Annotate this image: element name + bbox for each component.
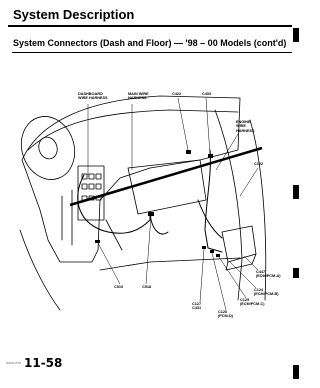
label-c519: C519	[114, 285, 124, 289]
button	[96, 184, 101, 189]
label-engine-harness: ENGINE WIRE HARNESS	[236, 120, 255, 133]
label-dashboard-harness: DASHBOARD WIRE HARNESS	[78, 92, 108, 101]
leader-c127	[200, 249, 204, 302]
label-c122: C122	[254, 162, 264, 166]
label-c127: C127 C431	[192, 302, 202, 311]
leader-engine	[216, 134, 238, 170]
button	[89, 184, 94, 189]
connector-c422	[186, 150, 191, 154]
connector-c518	[148, 212, 154, 216]
label-c124: C124 (ECM/PCM-B)	[254, 288, 279, 297]
console-wire	[198, 200, 222, 238]
leader-c447	[244, 256, 258, 270]
connector-c126	[210, 250, 214, 253]
page-title: System Description	[13, 7, 135, 22]
leader-c519	[98, 243, 120, 284]
button	[96, 174, 101, 179]
leader-c122	[240, 168, 258, 196]
steering-wheel	[13, 110, 82, 187]
label-main-harness: MAIN WIRE HARNESS	[128, 92, 149, 101]
watermark: www.em	[6, 360, 22, 365]
label-c125: C125 (ECM/PCM-C)	[240, 298, 265, 307]
connector-c127	[202, 246, 206, 249]
dash-top-edge	[28, 110, 238, 150]
connector-c125	[216, 254, 220, 257]
steering-hub	[36, 135, 60, 161]
section-subtitle: System Connectors (Dash and Floor) — '98 – 00 Models (cont'd)	[13, 38, 287, 48]
connector-c453	[208, 154, 213, 158]
leader-c126	[212, 253, 226, 310]
leader-c422	[178, 98, 188, 150]
label-c126: C126 (PCM-D)	[218, 310, 233, 319]
leader-c453	[206, 98, 210, 154]
label-c453: C453	[202, 92, 212, 96]
label-c447: C447 (ECM/PCM-A)	[256, 270, 281, 279]
page-number: 11-58	[24, 356, 63, 370]
button	[89, 174, 94, 179]
label-c518: C518	[142, 285, 152, 289]
ecm-box	[222, 226, 256, 262]
connector-c519	[95, 240, 100, 243]
floor-harness-wire	[150, 214, 168, 234]
leader-c518	[146, 216, 151, 284]
button	[82, 184, 87, 189]
label-c422: C422	[172, 92, 182, 96]
